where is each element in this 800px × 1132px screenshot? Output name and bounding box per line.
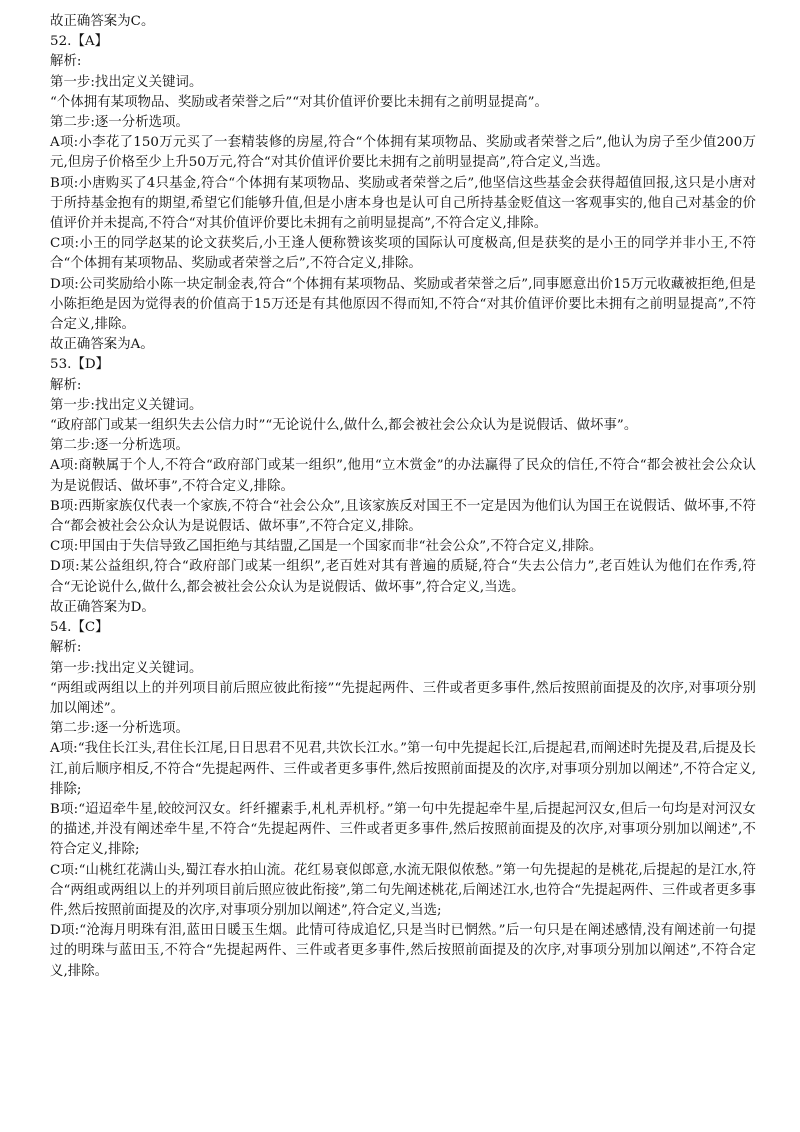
question-number: 54.【C】 (50, 620, 109, 636)
answer-conclusion: 故正确答案为D。 (50, 599, 155, 615)
definition-keywords: “政府部门或某一组织失去公信力时”“无论说什么,做什么,都会被社会公众认为是说假话、做坏事”。 (50, 418, 638, 434)
option-analysis: B项:“迢迢牵牛星,皎皎河汉女。纤纤擢素手,札札弄机杼。”第一句中先提起牵牛星,后提起河汉女,但后一句均是对河汉女的描述,并没有阐述牵牛星,不符合“先提起两件、三件或者更多事件,然后按照前面提及的次序,对事项分别加以阐述”,不符合定义,排除; (50, 801, 756, 858)
option-analysis: C项:“山桃红花满山头,蜀江春水拍山流。花红易衰似郎意,水流无限似侬愁。”第一句先提起的是桃花,后提起的是江水,符合“两组或两组以上的并列项目前后照应彼此衔接”,第二句先阐述桃花,后阐述江水,也符合“先提起两件、三件或者更多事件,然后按照前面提及的次序,对事项分别加以阐述”,符合定义,当选; (50, 862, 756, 918)
step-heading: 第一步:找出定义关键词。 (50, 660, 203, 676)
step-heading: 第一步:找出定义关键词。 (50, 397, 203, 413)
step-heading: 第二步:逐一分析选项。 (50, 721, 189, 737)
definition-keywords: “两组或两组以上的并列项目前后照应彼此衔接”“先提起两件、三件或者更多事件,然后按照前面提及的次序,对事项分别加以阐述”。 (50, 680, 756, 716)
option-analysis: D项:“沧海月明珠有泪,蓝田日暖玉生烟。此情可待成追忆,只是当时已惘然。”后一句只是在阐述感情,没有阐述前一句提过的明珠与蓝田玉,不符合“先提起两件、三件或者更多事件,然后按照前面提及的次序,对事项分别加以阐述”,不符合定义,排除。 (50, 923, 756, 979)
question-number: 52.【A】 (50, 34, 109, 50)
option-analysis: A项:“我住长江头,君住长江尾,日日思君不见君,共饮长江水。”第一句中先提起长江,后提起君,而阐述时先提及君,后提及长江,前后顺序相反,不符合“先提起两件、三件或者更多事件,然后按照前面提及的次序,对事项分别加以阐述”,不符合定义,排除; (50, 741, 756, 797)
option-analysis: B项:小唐购买了4只基金,符合“个体拥有某项物品、奖励或者荣誉之后”,他坚信这些基金会获得超值回报,这只是小唐对于所持基金抱有的期望,希望它们能够升值,但是小唐本身也是认可自己所持基金贬值这一客观事实的,他自己对基金的价值评价并未提高,不符合“对其价值评价要比未拥有之前明显提高”,不符合定义,排除。 (50, 175, 756, 232)
analysis-label: 解析: (50, 640, 82, 656)
option-analysis: D项:某公益组织,符合“政府部门或某一组织”,老百姓对其有普遍的质疑,符合“失去公信力”,老百姓认为他们在作秀,符合“无论说什么,做什么,都会被社会公众认为是说假话、做坏事”,符合定义,当选。 (50, 559, 756, 595)
step-heading: 第二步:逐一分析选项。 (50, 115, 189, 131)
definition-keywords: “个体拥有某项物品、奖励或者荣誉之后”“对其价值评价要比未拥有之前明显提高”。 (50, 94, 549, 110)
option-analysis: C项:小王的同学赵某的论文获奖后,小王逢人便称赞该奖项的国际认可度极高,但是获奖的是小王的同学并非小王,不符合“个体拥有某项物品、奖励或者荣誉之后”,不符合定义,排除。 (50, 236, 756, 272)
answer-conclusion: 故正确答案为A。 (50, 337, 154, 353)
option-analysis: D项:公司奖励给小陈一块定制金表,符合“个体拥有某项物品、奖励或者荣誉之后”,同事愿意出价15万元收藏被拒绝,但是小陈拒绝是因为觉得表的价值高于15万还是有其他原因不得而知,不符合“对其价值评价要比未拥有之前明显提高”,不符合定义,排除。 (50, 276, 756, 333)
option-analysis: A项:小李花了150万元买了一套精装修的房屋,符合“个体拥有某项物品、奖励或者荣誉之后”,他认为房子至少值200万元,但房子价格至少上升50万元,符合“对其价值评价要比未拥有之前明显提高”,符合定义,当选。 (50, 135, 756, 171)
answer-conclusion: 故正确答案为C。 (50, 14, 155, 29)
step-heading: 第一步:找出定义关键词。 (50, 74, 203, 90)
document-body (50, 12, 756, 982)
question-number: 53.【D】 (50, 357, 110, 373)
analysis-label: 解析: (50, 54, 82, 70)
option-analysis: A项:商鞅属于个人,不符合“政府部门或某一组织”,他用“立木赏金”的办法赢得了民众的信任,不符合“都会被社会公众认为是说假话、做坏事”,不符合定义,排除。 (50, 458, 756, 494)
analysis-label: 解析: (50, 377, 82, 393)
option-analysis: B项:西斯家族仅代表一个家族,不符合“社会公众”,且该家族反对国王不一定是因为他们认为国王在说假话、做坏事,不符合“都会被社会公众认为是说假话、做坏事”,不符合定义,排除。 (50, 498, 756, 535)
step-heading: 第二步:逐一分析选项。 (50, 438, 189, 454)
option-analysis: C项:甲国由于失信导致乙国拒绝与其结盟,乙国是一个国家而非“社会公众”,不符合定义,排除。 (50, 539, 603, 555)
